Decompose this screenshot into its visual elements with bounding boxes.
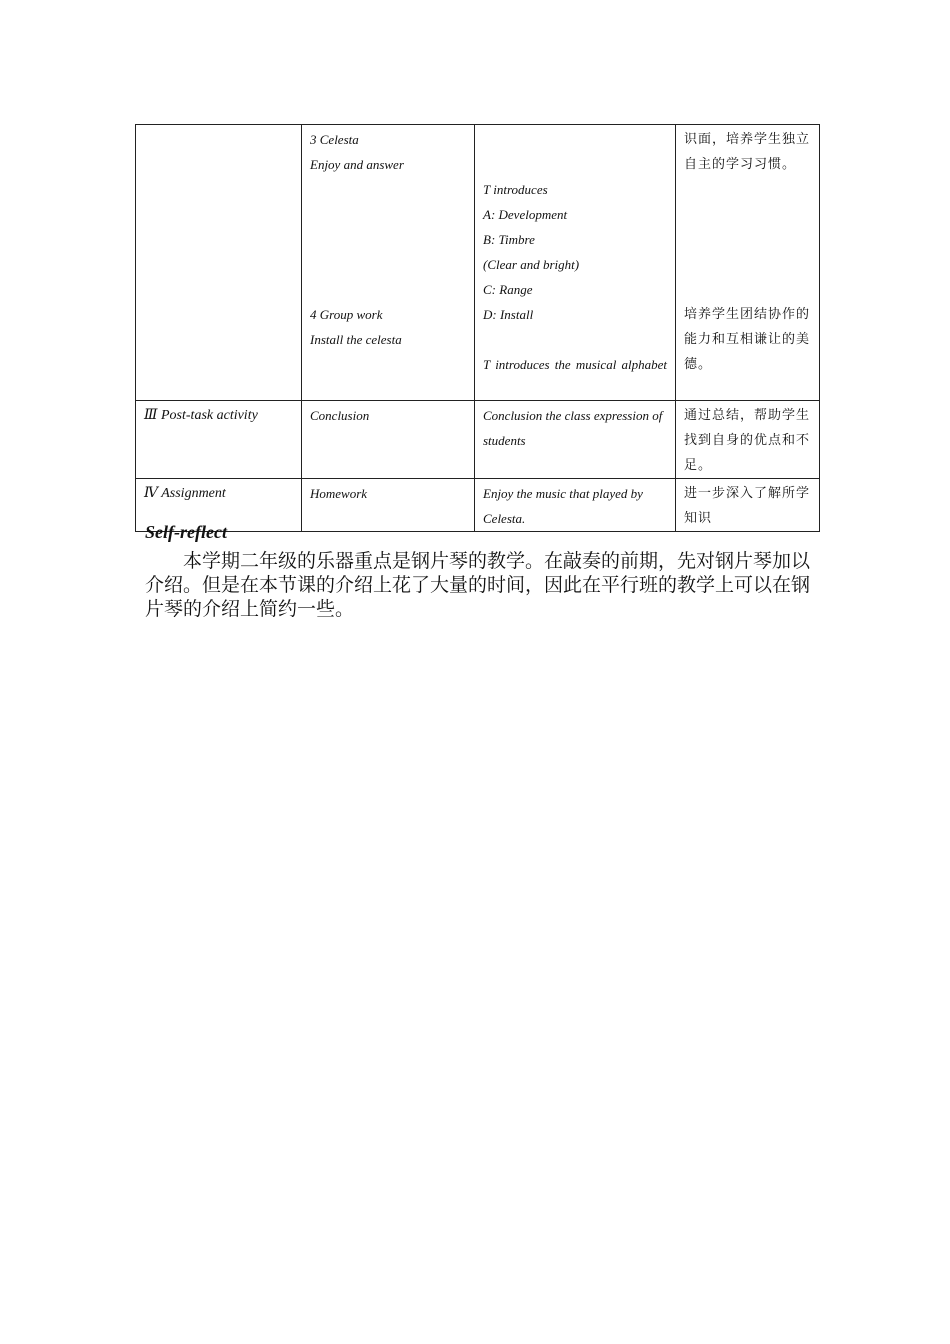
teacher-cell [475, 125, 676, 401]
activity-cell [302, 125, 475, 401]
teacher-line: (Clear and bright) [483, 257, 580, 272]
activity-line: Install the celesta [310, 332, 402, 347]
teacher-line: A: Development [483, 207, 568, 222]
table-row [136, 479, 820, 532]
table-row [136, 125, 820, 401]
activity-line: Enjoy and answer [310, 157, 404, 172]
purpose-text: 培养学生团结协作的能力和互相谦让的美德。 [684, 307, 811, 372]
teacher-line: T introduces [483, 182, 548, 197]
reflection-paragraph: 本学期二年级的乐器重点是钢片琴的教学。在敲奏的前期，先对钢片琴加以介绍。但是在本节课的介绍上花了大量的时间，因此在平行班的教学上可以在钢片琴的介绍上简约一些。 [145, 550, 811, 620]
stage-cell: Ⅳ Assignment [136, 479, 302, 532]
activity-line: 3 Celesta [310, 132, 359, 147]
reflection-heading: Self-reflect [145, 522, 227, 542]
teacher-line: D: Install [483, 307, 534, 322]
purpose-text: 识面，培养学生独立自主的学习习惯。 [684, 132, 811, 172]
stage-cell [136, 125, 302, 401]
teacher-line: B: Timbre [483, 232, 535, 247]
purpose-cell [676, 125, 820, 401]
activity-cell: Homework [302, 479, 475, 532]
table-row [136, 401, 820, 479]
teacher-line: C: Range [483, 282, 533, 297]
teacher-line: T introduces the musical alphabet [483, 357, 667, 372]
purpose-cell: 通过总结，帮助学生找到自身的优点和不足。 [676, 401, 820, 479]
teacher-cell: Enjoy the music that played by Celesta. [475, 479, 676, 532]
teacher-cell: Conclusion the class expression of students [475, 401, 676, 479]
stage-cell: Ⅲ Post-task activity [136, 401, 302, 479]
activity-cell: Conclusion [302, 401, 475, 479]
activity-line: 4 Group work [310, 307, 383, 322]
lesson-plan-table [135, 124, 820, 532]
purpose-cell: 进一步深入了解所学知识 [676, 479, 820, 532]
